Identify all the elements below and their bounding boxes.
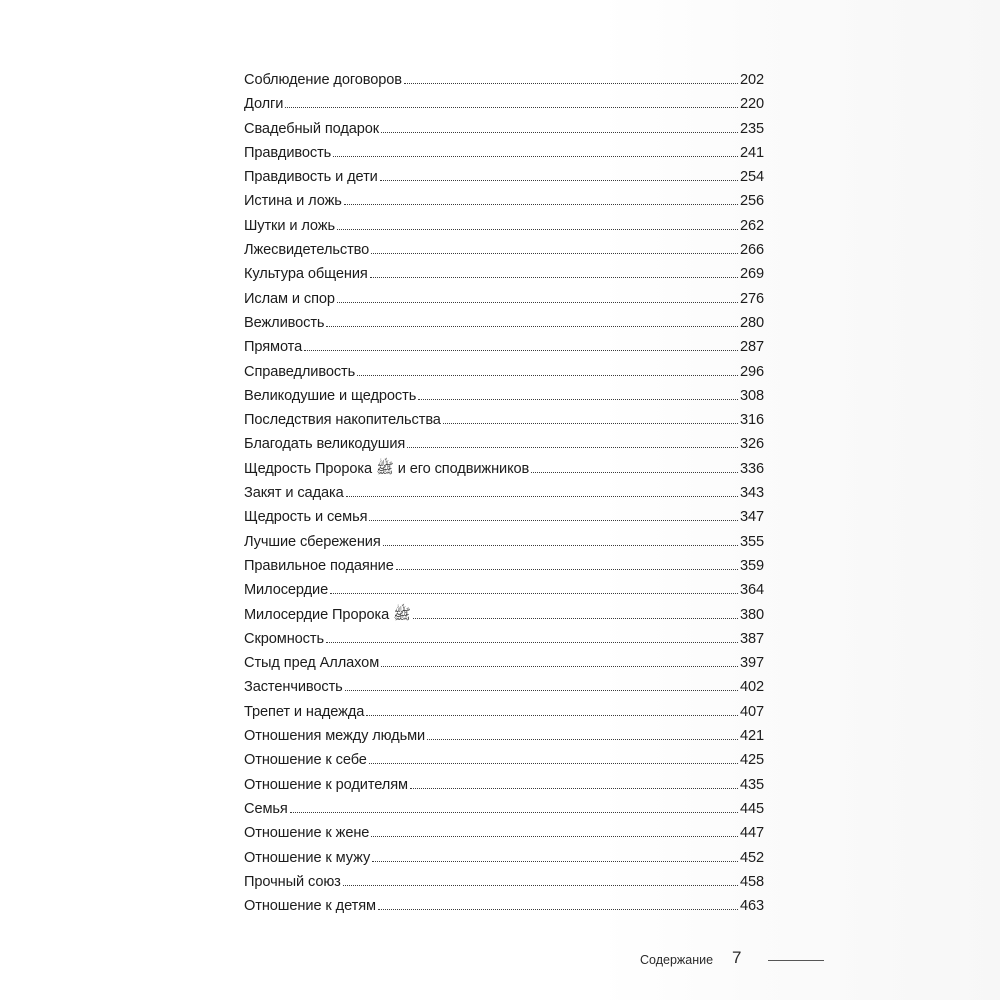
toc-entry-title: Отношение к детям	[244, 898, 376, 915]
toc-entry-page-number: 235	[739, 120, 764, 137]
toc-entry-title: Последствия накопительства	[244, 412, 441, 429]
dot-leader	[343, 885, 738, 886]
table-of-contents	[244, 68, 764, 918]
toc-entry-page-number: 435	[739, 776, 764, 793]
toc-entry-page-number: 407	[739, 703, 764, 720]
dot-leader	[383, 545, 738, 546]
dot-leader	[337, 229, 738, 230]
dot-leader	[333, 156, 738, 157]
toc-entry-page-number: 287	[739, 339, 764, 356]
dot-leader	[369, 520, 738, 521]
toc-entry-page-number: 380	[739, 606, 764, 623]
toc-entry	[244, 189, 764, 213]
toc-entry	[244, 773, 764, 797]
toc-entry-page-number: 421	[739, 728, 764, 745]
dot-leader	[285, 107, 738, 108]
toc-entry-title: Ислам и спор	[244, 290, 335, 307]
toc-entry-page-number: 256	[739, 193, 764, 210]
toc-entry-title: Милосердие Пророка ﷺ	[244, 606, 411, 623]
toc-entry-page-number: 458	[739, 873, 764, 890]
toc-entry	[244, 165, 764, 189]
toc-entry-title: Вежливость	[244, 314, 325, 331]
toc-entry-page-number: 397	[739, 655, 764, 672]
toc-entry-title: Щедрость Пророка ﷺ и его сподвижников	[244, 460, 530, 477]
toc-entry-title: Отношение к жене	[244, 825, 370, 842]
dot-leader	[337, 302, 738, 303]
toc-entry-title: Правильное подаяние	[244, 557, 394, 574]
toc-entry-page-number: 266	[739, 242, 764, 259]
toc-entry-title: Стыд пред Аллахом	[244, 655, 380, 672]
toc-entry-title: Шутки и ложь	[244, 217, 335, 234]
toc-entry	[244, 287, 764, 311]
toc-entry	[244, 603, 764, 627]
toc-entry	[244, 311, 764, 335]
dot-leader	[378, 909, 738, 910]
dot-leader	[371, 836, 738, 837]
toc-entry	[244, 214, 764, 238]
toc-entry-page-number: 202	[739, 72, 764, 88]
toc-entry	[244, 505, 764, 529]
toc-entry	[244, 651, 764, 675]
toc-entry	[244, 408, 764, 432]
dot-leader	[413, 618, 738, 619]
toc-entry	[244, 748, 764, 772]
dot-leader	[326, 642, 738, 643]
dot-leader	[326, 326, 738, 327]
toc-entry-page-number: 402	[739, 679, 764, 696]
toc-entry	[244, 821, 764, 845]
toc-entry	[244, 384, 764, 408]
toc-entry	[244, 675, 764, 699]
toc-entry-page-number: 296	[739, 363, 764, 380]
dot-leader	[304, 350, 738, 351]
toc-entry	[244, 870, 764, 894]
toc-entry-page-number: 355	[739, 533, 764, 550]
dot-leader	[404, 83, 738, 84]
toc-entry-title: Правдивость и дети	[244, 169, 378, 186]
toc-entry-page-number: 269	[739, 266, 764, 283]
toc-entry-title: Свадебный подарок	[244, 120, 380, 137]
dot-leader	[396, 569, 738, 570]
dot-leader	[380, 180, 738, 181]
toc-entry	[244, 335, 764, 359]
toc-entry	[244, 238, 764, 262]
toc-entry-title: Долги	[244, 96, 284, 113]
page-footer	[640, 948, 840, 972]
toc-entry-title: Щедрость и семья	[244, 509, 368, 526]
toc-entry	[244, 68, 764, 92]
toc-entry-title: Прочный союз	[244, 873, 341, 890]
toc-entry-page-number: 326	[739, 436, 764, 453]
toc-entry	[244, 141, 764, 165]
toc-entry-title: Отношение к родителям	[244, 776, 408, 793]
dot-leader	[346, 496, 738, 497]
toc-entry-page-number: 254	[739, 169, 764, 186]
dot-leader	[345, 690, 738, 691]
toc-entry-title: Застенчивость	[244, 679, 343, 696]
dot-leader	[418, 399, 738, 400]
dot-leader	[371, 253, 738, 254]
dot-leader	[410, 788, 738, 789]
toc-entry-title: Правдивость	[244, 144, 332, 161]
toc-entry-title: Справедливость	[244, 363, 356, 380]
toc-entry-page-number: 220	[739, 96, 764, 113]
toc-entry	[244, 797, 764, 821]
toc-entry-page-number: 387	[739, 630, 764, 647]
dot-leader	[366, 715, 738, 716]
toc-entry	[244, 360, 764, 384]
toc-entry-title: Истина и ложь	[244, 193, 342, 210]
toc-entry	[244, 627, 764, 651]
toc-entry	[244, 262, 764, 286]
toc-entry	[244, 554, 764, 578]
toc-entry	[244, 457, 764, 481]
toc-entry-page-number: 336	[739, 460, 764, 477]
toc-entry-page-number: 347	[739, 509, 764, 526]
toc-entry	[244, 481, 764, 505]
dot-leader	[381, 666, 738, 667]
dot-leader	[369, 763, 738, 764]
toc-entry-title: Отношение к себе	[244, 752, 367, 769]
toc-entry-page-number: 280	[739, 314, 764, 331]
dot-leader	[357, 375, 738, 376]
toc-entry-title: Отношение к мужу	[244, 849, 371, 866]
toc-entry	[244, 700, 764, 724]
toc-entry-title: Благодать великодушия	[244, 436, 406, 453]
toc-entry-page-number: 262	[739, 217, 764, 234]
toc-entry-title: Прямота	[244, 339, 303, 356]
toc-entry-page-number: 425	[739, 752, 764, 769]
dot-leader	[290, 812, 738, 813]
toc-entry	[244, 846, 764, 870]
toc-entry-title: Отношения между людьми	[244, 728, 426, 745]
dot-leader	[531, 472, 738, 473]
dot-leader	[407, 447, 738, 448]
dot-leader	[443, 423, 738, 424]
toc-entry-title: Скромность	[244, 630, 324, 647]
dot-leader	[344, 204, 738, 205]
toc-entry-page-number: 364	[739, 582, 764, 599]
toc-entry-page-number: 445	[739, 800, 764, 817]
footer-section-label: Содержание	[640, 953, 714, 967]
toc-entry	[244, 117, 764, 141]
toc-entry-title: Семья	[244, 800, 288, 817]
toc-entry-title: Культура общения	[244, 266, 368, 283]
toc-entry	[244, 432, 764, 456]
toc-entry-page-number: 343	[739, 485, 764, 502]
toc-entry-page-number: 447	[739, 825, 764, 842]
toc-entry	[244, 92, 764, 116]
dot-leader	[370, 277, 738, 278]
toc-entry-title: Закят и садака	[244, 485, 344, 502]
toc-entry	[244, 578, 764, 602]
toc-entry	[244, 894, 764, 918]
toc-entry-page-number: 241	[739, 144, 764, 161]
toc-entry-title: Трепет и надежда	[244, 703, 365, 720]
toc-entry-title: Лжесвидетельство	[244, 242, 370, 259]
toc-entry-page-number: 452	[739, 849, 764, 866]
toc-entry-title: Лучшие сбережения	[244, 533, 381, 550]
footer-page-number: 7	[732, 948, 742, 967]
toc-entry-title: Милосердие	[244, 582, 329, 599]
toc-entry	[244, 530, 764, 554]
toc-entry-title: Соблюдение договоров	[244, 72, 402, 88]
dot-leader	[381, 132, 738, 133]
dot-leader	[330, 593, 738, 594]
dot-leader	[427, 739, 738, 740]
toc-entry-page-number: 359	[739, 557, 764, 574]
footer-rule	[768, 960, 824, 961]
dot-leader	[372, 861, 738, 862]
toc-entry	[244, 724, 764, 748]
toc-entry-page-number: 463	[739, 898, 764, 915]
toc-entry-page-number: 316	[739, 412, 764, 429]
toc-entry-page-number: 276	[739, 290, 764, 307]
toc-entry-title: Великодушие и щедрость	[244, 387, 417, 404]
toc-entry-page-number: 308	[739, 387, 764, 404]
